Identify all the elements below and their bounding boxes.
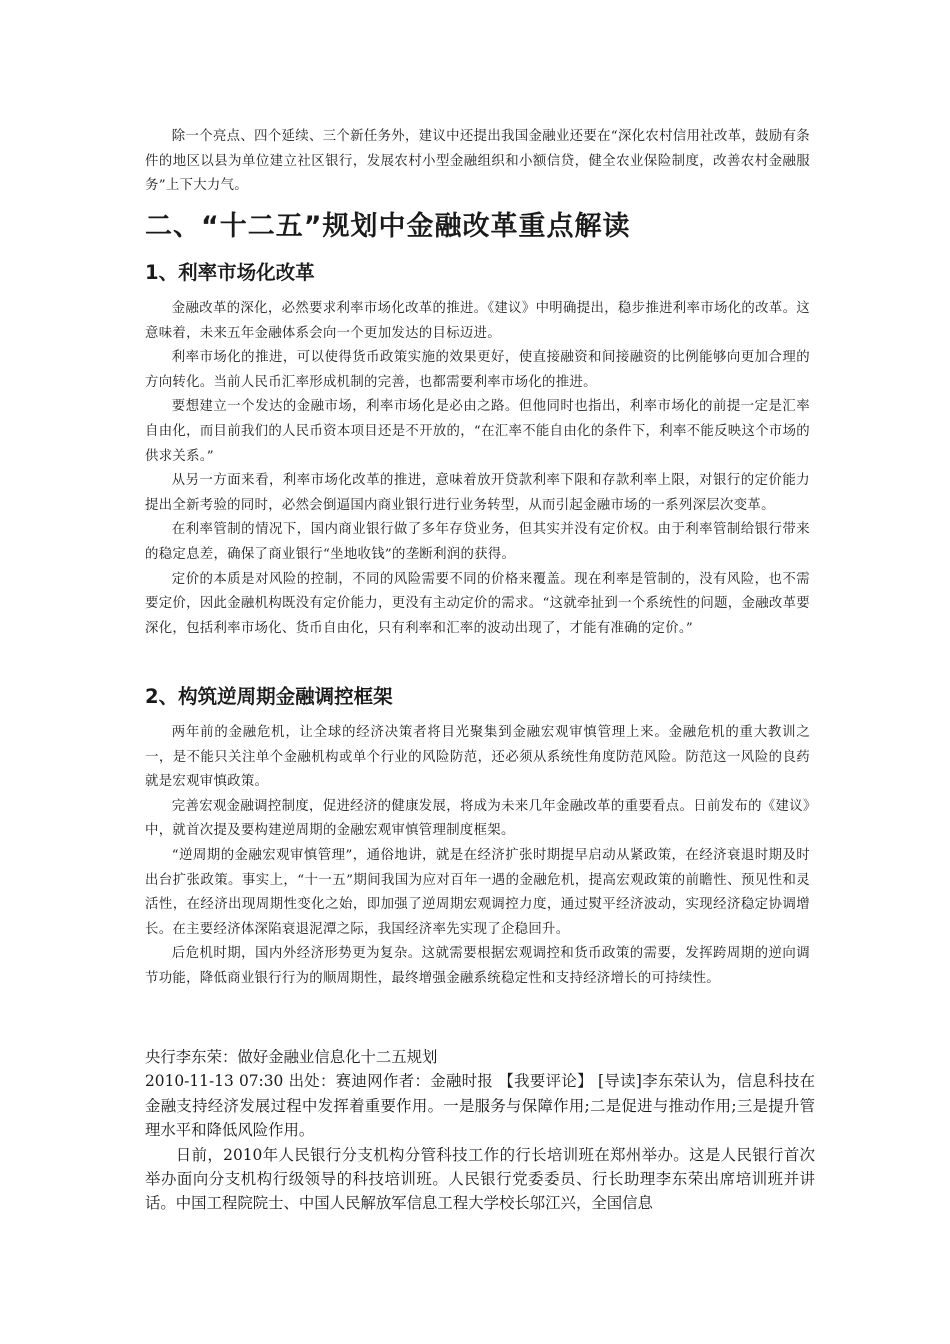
subsection-1-title: 1、利率市场化改革 xyxy=(145,261,315,284)
paragraph: 完善宏观金融调控制度，促进经济的健康发展，将成为未来几年金融改革的重要看点。日前发布的《建议》中，就首次提及要构建逆周期的金融宏观审慎管理制度框架。 xyxy=(145,798,810,839)
paragraph: 后危机时期，国内外经济形势更为复杂。这就需要根据宏观调控和货币政策的需要，发挥跨周期的逆向调节功能，降低商业银行行为的顺周期性，最终增强金融系统稳定性和支持经济增长的可持续性。 xyxy=(145,946,810,986)
subsection-2 xyxy=(145,682,810,992)
paragraph: 金融改革的深化，必然要求利率市场化改革的推进。《建议》中明确提出，稳步推进利率市场化的改革。这意味着，未来五年金融体系会向一个更加发达的目标迈进。 xyxy=(145,301,810,341)
paragraph: 在利率管制的情况下，国内商业银行做了多年存贷业务，但其实并没有定价权。由于利率管制给银行带来的稳定息差，确保了商业银行“坐地收钱”的垄断利润的获得。 xyxy=(145,522,810,562)
section-title: 二、“十二五”规划中金融改革重点解读 xyxy=(145,211,631,242)
paragraph: 利率市场化的推进，可以使得货币政策实施的效果更好，使直接融资和间接融资的比例能够向更加合理的方向转化。当前人民币汇率形成机制的完善，也都需要利率市场化的推进。 xyxy=(145,350,810,390)
subsection-2-title: 2、构筑逆周期金融调控框架 xyxy=(145,685,393,708)
news-body: 日前，2010年人民银行分支机构分管科技工作的行长培训班在郑州举办。这是人民银行首次举办面向分支机构行级领导的科技培训班。人民银行党委委员、行长助理李东荣出席培训班并讲话。中国工程院院士、中国人民解放军信息工程大学校长邬江兴，全国信息 xyxy=(145,1145,815,1213)
paragraph: 两年前的金融危机，让全球的经济决策者将目光聚集到金融宏观审慎管理上来。金融危机的重大教训之一，是不能只关注单个金融机构或单个行业的风险防范，还必须从系统性角度防范风险。防范这一风险的良药就是宏观审慎政策。 xyxy=(145,725,810,790)
news-meta: 2010-11-13 07:30 出处：赛迪网作者：金融时报 【我要评论】 [导读]李东荣认为，信息科技在金融支持经济发展过程中发挥着重要作用。一是服务与保障作用;二是促进与推动作用;三是提升管理水平和降低风险作用。 xyxy=(145,1072,815,1140)
paragraph: 定价的本质是对风险的控制，不同的风险需要不同的价格来覆盖。现在利率是管制的，没有风险，也不需要定价，因此金融机构既没有定价能力，更没有主动定价的需求。“这就牵扯到一个系统性的问题，金融改革要深化，包括利率市场化、货币自由化，只有利率和汇率的波动出现了，才能有准确的定价。” xyxy=(145,571,810,636)
subsection-2-body xyxy=(145,721,810,992)
news-headline: 央行李东荣：做好金融业信息化十二五规划 xyxy=(145,1048,438,1066)
intro-paragraph: 除一个亮点、四个延续、三个新任务外，建议中还提出我国金融业还要在“深化农村信用社改革，鼓励有条件的地区以县为单位建立社区银行，发展农村小型金融组织和小额信贷，健全农业保险制度，改善农村金融服务”上下大力气。 xyxy=(145,129,810,194)
paragraph: 要想建立一个发达的金融市场，利率市场化是必由之路。但他同时也指出，利率市场化的前提一定是汇率自由化，而目前我们的人民币资本项目还是不开放的，“在汇率不能自由化的条件下，利率不能反映这个市场的供求关系。” xyxy=(145,399,810,464)
subsection-1-body xyxy=(145,297,810,641)
news-article xyxy=(145,1045,815,1216)
section-heading-block xyxy=(145,207,810,247)
paragraph: “逆周期的金融宏观审慎管理”，通俗地讲，就是在经济扩张时期提早启动从紧政策，在经济衰退时期及时出台扩张政策。事实上，“十一五”期间我国为应对百年一遇的金融危机，提高宏观政策的前瞻性、预见性和灵活性，在经济出现周期性变化之始，即加强了逆周期宏观调控力度，通过熨平经济波动，实现经济稳定协调增长。在主要经济体深陷衰退泥潭之际，我国经济率先实现了企稳回升。 xyxy=(145,847,810,937)
paragraph: 从另一方面来看，利率市场化改革的推进，意味着放开贷款利率下限和存款利率上限，对银行的定价能力提出全新考验的同时，必然会倒逼国内商业银行进行业务转型，从而引起金融市场的一系列深层次变革。 xyxy=(145,473,810,513)
intro-section xyxy=(145,125,810,199)
subsection-1 xyxy=(145,258,810,641)
